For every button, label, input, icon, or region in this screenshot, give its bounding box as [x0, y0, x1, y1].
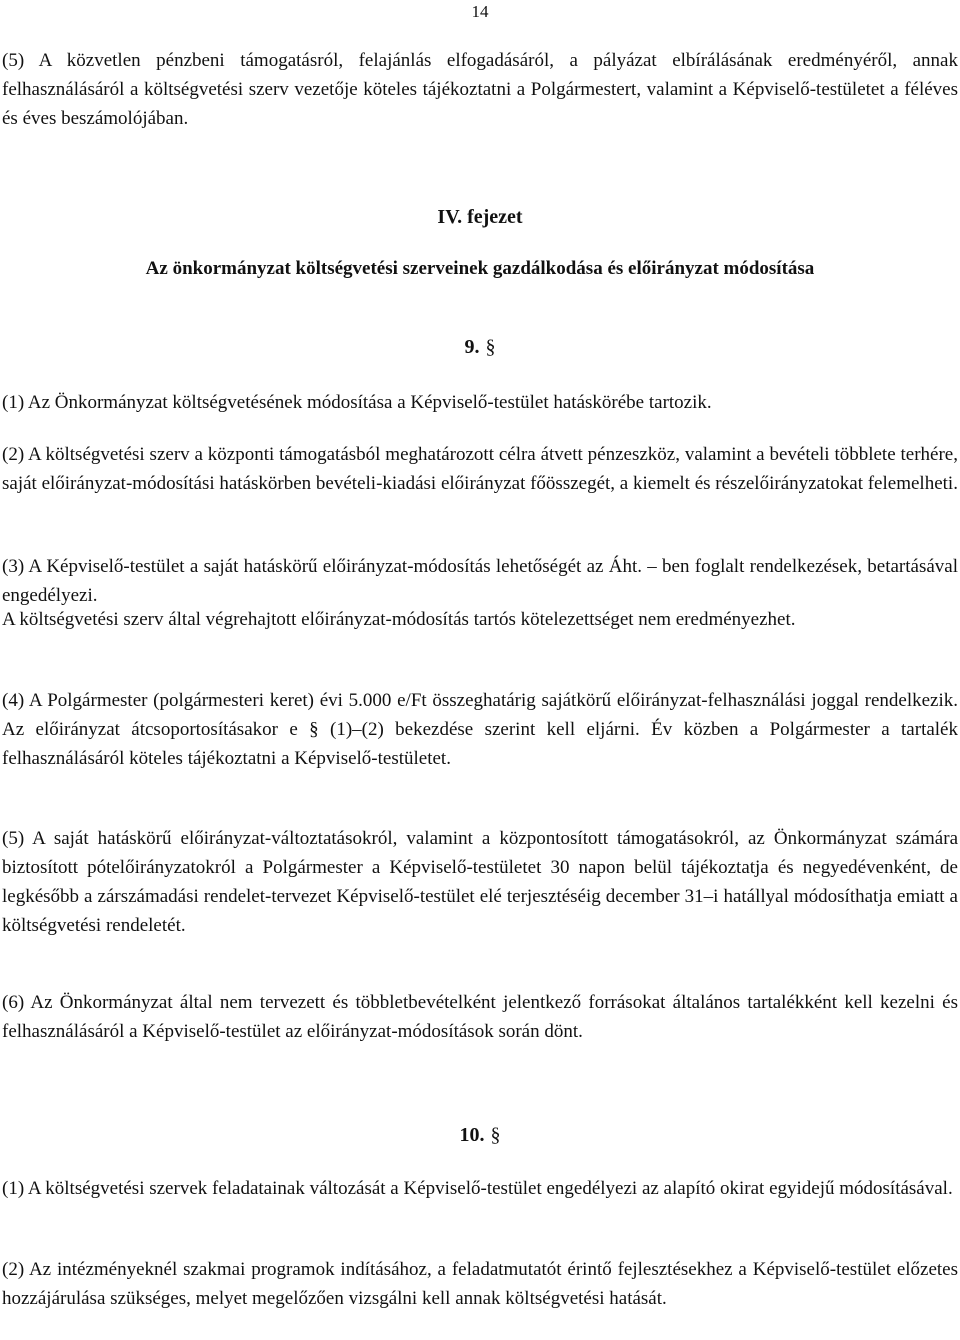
section-9-paragraph-3: (3) A Képviselő-testület a saját hatáskörű előirányzat-módosítás lehetőségét az Áht. – ben foglalt rendelkezések, betartásával engedélyezi.: [2, 556, 958, 606]
section-9-paragraph-4: (4) A Polgármester (polgármesteri keret) évi 5.000 e/Ft összeghatárig sajátkörű előirányzat-felhasználási joggal rendelkezik. Az előirányzat átcsoportosításakor e § (1)–(2) bekezdése szerint kell eljárni. Év közben a Polgármester a tartalék felhasználásáról köteles tájékoztatni a Képviselő-testületet.: [2, 690, 958, 769]
section-9-paragraph-2: (2) A költségvetési szerv a központi támogatásból meghatározott célra átvett pénzeszköz, valamint a bevételi többlete terhére, saját előirányzat-módosítási hatáskörben bevételi-kiadási előirányzat főösszegét, a kiemelt és részelőirányzatokat felemelheti.: [2, 444, 958, 494]
page-number: 14: [471, 2, 489, 21]
section-9-paragraph-5: (5) A saját hatáskörű előirányzat-változtatásokról, valamint a központosított támogatásokról, az Önkormányzat számára biztosított pótelőirányzatokról a Polgármester a Képviselő-testületet 30 napon belül tájékoztatja és negyedévenként, de legkésőbb a zárszámadási rendelet-tervezet Képviselő-testület elé terjesztéséig december 31–i hatállyal módosíthatja emiatt a költségvetési rendeletét.: [2, 828, 958, 936]
section-9-number: 9.: [464, 336, 480, 358]
paragraph-prev-5: (5) A közvetlen pénzbeni támogatásról, felajánlás elfogadásáról, a pályázat elbírálásának eredményéről, annak felhasználásáról a költségvetési szerv vezetője köteles tájékoztatni a Polgármestert, valamint a Képviselő-testületet a féléves és éves beszámolójában.: [2, 50, 958, 129]
section-10-paragraph-2: (2) Az intézményeknél szakmai programok indításához, a feladatmutatót érintő fejlesztésekhez a Képviselő-testület előzetes hozzájárulása szükséges, melyet megelőzően vizsgálni kell annak költségvetési hatását.: [2, 1259, 958, 1309]
section-10-number: 10.: [459, 1124, 485, 1146]
section-10-heading: [0, 1124, 960, 1147]
section-9-heading: [0, 336, 960, 359]
section-9-paragraph-3-continued: A költségvetési szerv által végrehajtott előirányzat-módosítás tartós kötelezettséget nem eredményezhet.: [2, 609, 796, 630]
section-9-paragraph-1: (1) Az Önkormányzat költségvetésének módosítása a Képviselő-testület hatáskörébe tartozik.: [2, 392, 712, 413]
section-symbol: §: [485, 336, 496, 358]
chapter-heading: IV. fejezet: [437, 206, 523, 228]
section-10-paragraph-1: (1) A költségvetési szervek feladatainak változását a Képviselő-testület engedélyezi az alapító okirat egyidejű módosításával.: [2, 1178, 953, 1199]
chapter-title: Az önkormányzat költségvetési szerveinek gazdálkodása és előirányzat módosítása: [145, 258, 815, 279]
section-symbol: §: [490, 1124, 501, 1146]
section-9-paragraph-6: (6) Az Önkormányzat által nem tervezett és többletbevételként jelentkező forrásokat általános tartalékként kell kezelni és felhasználásáról a Képviselő-testület az előirányzat-módosítások során dönt.: [2, 992, 958, 1042]
